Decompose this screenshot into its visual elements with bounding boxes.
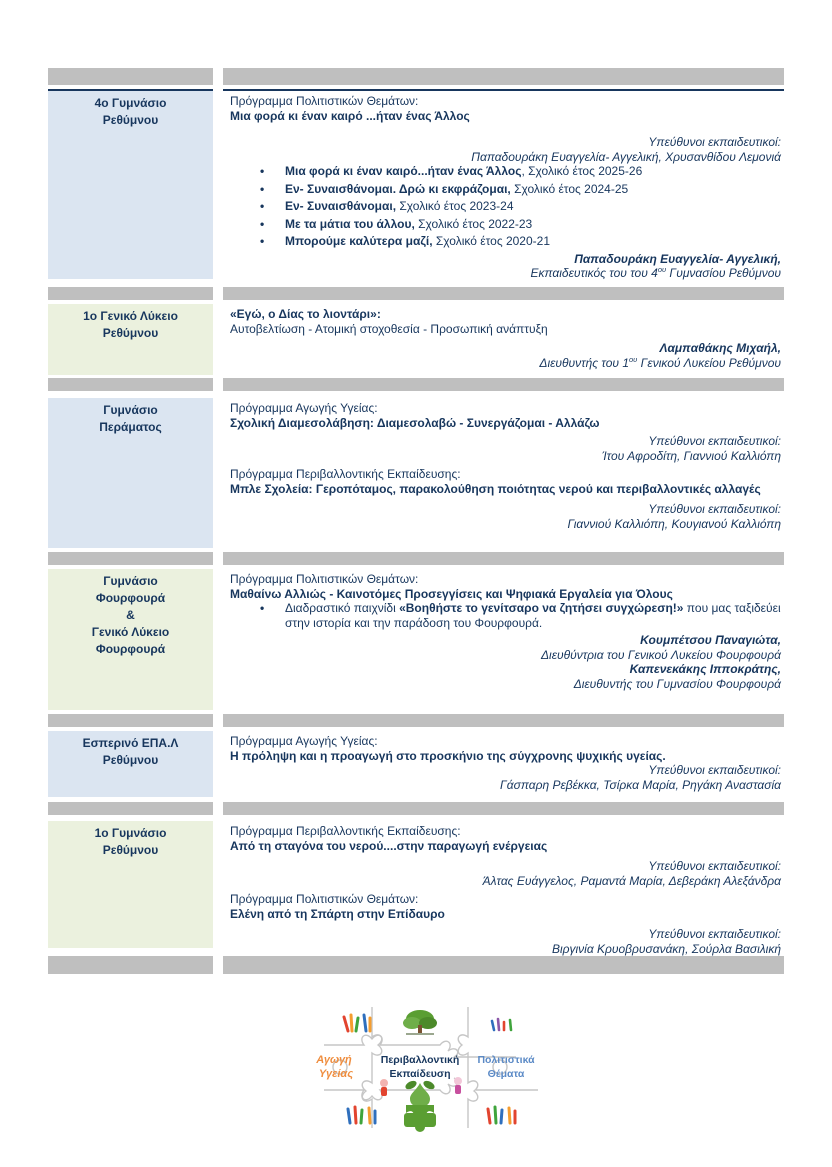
bullet-text [285,164,781,179]
bullet-dot-icon: • [260,164,265,178]
school-name-line: Περάματος [99,420,162,434]
text-part: Σχολική Διαμεσολάβηση: Διαμεσολαβώ - Συνεργάζομαι - Αλλάζω [230,415,600,430]
separator-bar [48,714,784,727]
separator-bar [48,956,784,974]
bullet-item [230,601,781,630]
school-name-line: Ρεθύμνου [102,753,159,767]
column-gutter [213,398,223,548]
text-line [230,94,781,109]
label-health-education-line1: Αγωγή [316,1054,352,1066]
text-line [230,434,781,449]
tree-icon [403,1010,437,1034]
school-name-cell [48,89,213,279]
separator-segment [48,68,213,85]
bullet-dot-icon: • [260,601,265,615]
people-group-icon [344,1015,370,1031]
school-name-line: Φουρφουρά [95,642,166,656]
text-line [230,109,781,124]
text-part: Υπεύθυνοι εκπαιδευτικοί: [648,927,781,941]
school-name-line: Γυμνάσιο [103,403,158,417]
column-gutter [213,731,223,797]
text-part: που μας ταξιδεύει στην ιστορία και την παράδοση του Φουρφουρά. [285,601,781,630]
table-row [48,304,784,375]
bullet-item [230,199,781,214]
separator-segment [48,552,213,565]
text-part: Πρόγραμμα Πολιτιστικών Θεμάτων: [230,94,419,108]
school-name-line: Ρεθύμνου [102,326,159,340]
text-part: Αυτοβελτίωση - Ατομική στοχοθεσία - Προσωπική ανάπτυξη [230,321,548,336]
text-part: Βιργινία Κρυοβρυσανάκη, Σούρλα Βασιλική [551,941,781,956]
text-line [230,322,781,337]
text-line [230,356,781,371]
text-part: Με τα μάτια του άλλου, [285,216,415,231]
text-part: Υπεύθυνοι εκπαιδευτικοί: [648,859,781,873]
separator-bar [48,378,784,391]
text-line [230,307,781,322]
table-row [48,731,784,797]
separator-segment [223,287,784,300]
separator-segment [213,68,223,85]
bullet-text [285,234,781,249]
text-part: Παπαδουράκη Ευαγγελία- Αγγελική, [574,251,781,266]
text-part: Σχολικό έτος 2023-24 [396,199,514,213]
bullet-item [230,234,781,249]
bullet-text [285,217,781,232]
text-line [230,587,781,602]
text-part: Γυμνασίου Ρεθύμνου [666,266,781,280]
text-line [230,778,781,793]
text-line [230,449,781,464]
text-part: «Εγώ, ο Δίας το λιοντάρι»: [230,307,381,321]
text-line [230,859,781,874]
blank-line [230,123,781,135]
text-part: Υπεύθυνοι εκπαιδευτικοί: [648,502,781,516]
text-part: Μπλε Σχολεία: Γεροπόταμος, παρακολούθηση ποιότητας νερού και περιβαλλοντικές αλλαγές [230,481,761,496]
separator-bar [48,802,784,815]
label-health-education-line2: Υγείας [318,1068,354,1080]
school-name-line: Γενικό Λύκειο [91,625,170,639]
text-line [230,839,781,854]
text-part: Εν- Συναισθάνομαι, [285,199,397,213]
table-row [48,89,784,279]
bullet-item [230,164,781,179]
text-line [230,648,781,663]
text-part: Καπενεκάκης Ιπποκράτης, [629,662,781,676]
text-line [230,416,781,431]
text-part: Εν- Συναισθάνομαι. Δρώ κι εκφράζομαι, [285,181,511,196]
text-line [230,572,781,587]
separator-segment [223,552,784,565]
text-line [230,502,781,517]
separator-segment [223,802,784,815]
text-line [230,252,781,267]
text-part: Πρόγραμμα Πολιτιστικών Θεμάτων: [230,892,419,906]
text-part: Από τη σταγόνα του νερού....στην παραγωγή ενέργειας [230,838,548,853]
text-line [230,633,781,648]
bullet-dot-icon: • [260,234,265,248]
text-part: Διευθύντρια του Γενικού Λυκείου Φουρφουρά [541,647,781,662]
text-part: Μαθαίνω Αλλιώς - Καινοτόμες Προσεγγίσεις και Ψηφιακά Εργαλεία για Όλους [230,586,673,601]
text-line [230,824,781,839]
table-row [48,569,784,710]
school-name-line: 4ο Γυμνάσιο [94,96,167,110]
programs-cell [223,304,784,375]
label-cultural-themes-line2: Θέματα [487,1068,525,1080]
programs-cell [223,569,784,710]
programs-cell [223,398,784,548]
text-part: Πρόγραμμα Περιβαλλοντικής Εκπαίδευσης: [230,824,461,838]
separator-segment [223,956,784,974]
text-part: Σχολικό έτος 2020-21 [432,234,550,248]
separator-segment [48,287,213,300]
text-part: ου [629,354,638,364]
school-name-cell [48,398,213,548]
text-line [230,874,781,889]
text-part: Ελένη από τη Σπάρτη στην Επίδαυρο [230,906,445,921]
text-part: Μπορούμε καλύτερα μαζί, [285,234,433,248]
label-cultural-themes-line1: Πολιτιστικά [477,1054,535,1066]
separator-segment [213,552,223,565]
text-line [230,677,781,692]
separator-segment [213,714,223,727]
text-line [230,401,781,416]
text-line [230,749,781,764]
programs-cell [223,731,784,797]
text-line [230,341,781,356]
school-name-line: Ρεθύμνου [102,113,159,127]
text-part: Λαμπαθάκης Μιχαήλ, [659,341,781,355]
text-line [230,135,781,150]
text-line [230,907,781,922]
separator-segment [48,956,213,974]
text-part: ου [657,265,667,274]
label-environmental-education-line2: Εκπαίδευση [389,1068,451,1080]
text-line [230,942,781,957]
text-part: Μια φορά κι έναν καιρό...ήταν ένας Άλλος [285,164,522,178]
text-line [230,734,781,749]
school-name-line: Γυμνάσιο [103,574,158,588]
separator-segment [213,378,223,391]
column-gutter [213,569,223,710]
text-part: Υπεύθυνοι εκπαιδευτικοί: [648,763,781,777]
text-line [230,517,781,532]
footer-puzzle-graphic [300,1005,540,1130]
text-part: Διαδραστικό παιχνίδι [285,601,400,615]
school-name-line: Εσπερινό ΕΠΑ.Λ [82,736,179,750]
text-part: Υπεύθυνοι εκπαιδευτικοί: [648,135,781,149]
table-row [48,821,784,956]
separator-bar [48,552,784,565]
school-name-line: 1ο Γυμνάσιο [94,826,167,840]
bullet-text [285,182,781,197]
text-part: «Βοηθήστε το γενίτσαρο να ζητήσει συγχώρεση!» [399,601,684,615]
text-line [230,266,781,281]
text-part: Υπεύθυνοι εκπαιδευτικοί: [648,434,781,448]
text-part: Σχολικό έτος 2024-25 [510,181,629,196]
school-name-cell [48,731,213,797]
text-part: Γάσπαρη Ρεβέκκα, Τσίρκα Μαρία, Ρηγάκη Αναστασία [499,777,781,792]
school-name-line: & [126,608,135,622]
text-part: Διευθυντής του 1 [539,355,630,370]
label-environmental-education-line1: Περιβαλλοντική [380,1054,460,1066]
separator-segment [223,714,784,727]
bullet-dot-icon: • [260,216,265,231]
separator-segment [213,287,223,300]
text-part: Πρόγραμμα Πολιτιστικών Θεμάτων: [230,572,419,586]
text-line [230,763,781,778]
text-part: Εκπαιδευτικός του του 4 [530,266,658,280]
separator-segment [48,714,213,727]
bullet-item [230,182,781,197]
text-part: Πρόγραμμα Αγωγής Υγείας: [230,734,378,748]
school-name-cell [48,821,213,948]
people-group-icon [348,1107,375,1123]
text-part: Παπαδουράκη Ευαγγελία- Αγγελική, Χρυσανθίδου Λεμονιά [471,149,781,164]
text-part: Κουμπέτσου Παναγιώτα, [640,633,781,647]
text-part: Γενικού Λυκείου Ρεθύμνου [637,355,781,370]
people-group-icon [492,1019,511,1030]
text-part: Ίτου Αφροδίτη, Γιαννιού Καλλιόπη [601,448,781,463]
text-line [230,662,781,677]
separator-bar [48,287,784,300]
text-part: Διευθυντής του Γυμνασίου Φουρφουρά [573,676,781,691]
text-line [230,150,781,165]
school-name-line: Φουρφουρά [95,591,166,605]
text-part: Άλτας Ευάγγελος, Ραμαντά Μαρία, Δεβεράκη Αλεξάνδρα [482,873,781,888]
text-part: Σχολικό έτος 2022-23 [414,216,533,231]
bullet-text [285,601,781,630]
text-part: Μια φορά κι έναν καιρό ...ήταν ένας Άλλος [230,108,470,123]
text-line [230,482,781,497]
people-group-icon [488,1107,515,1123]
text-line [230,927,781,942]
column-gutter [213,89,223,279]
bullet-dot-icon: • [260,199,265,213]
column-gutter [213,304,223,375]
text-part: Πρόγραμμα Περιβαλλοντικής Εκπαίδευσης: [230,467,461,481]
text-part: , Σχολικό έτος 2025-26 [521,164,643,178]
programs-cell [223,821,784,956]
separator-bar [48,68,784,85]
school-name-cell [48,304,213,375]
bullet-text [285,199,781,214]
separator-segment [213,802,223,815]
text-line [230,892,781,907]
text-part: Γιαννιού Καλλιόπη, Κουγιανού Καλλιόπη [567,516,781,531]
sprout-puzzle-piece-icon [404,1079,436,1132]
school-name-cell [48,569,213,710]
bullet-item [230,217,781,232]
school-name-line: 1ο Γενικό Λύκειο [83,309,178,323]
separator-segment [223,68,784,85]
separator-segment [48,802,213,815]
text-line [230,467,781,482]
table-row [48,398,784,548]
school-name-line: Ρεθύμνου [102,843,159,857]
bullet-dot-icon: • [260,181,265,196]
separator-segment [213,956,223,974]
programs-cell [223,89,784,279]
text-part: Πρόγραμμα Αγωγής Υγείας: [230,401,378,415]
column-gutter [213,821,223,948]
separator-segment [48,378,213,391]
text-part: Η πρόληψη και η προαγωγή στο προσκήνιο της σύγχρονης ψυχικής υγείας. [230,748,666,763]
separator-segment [223,378,784,391]
